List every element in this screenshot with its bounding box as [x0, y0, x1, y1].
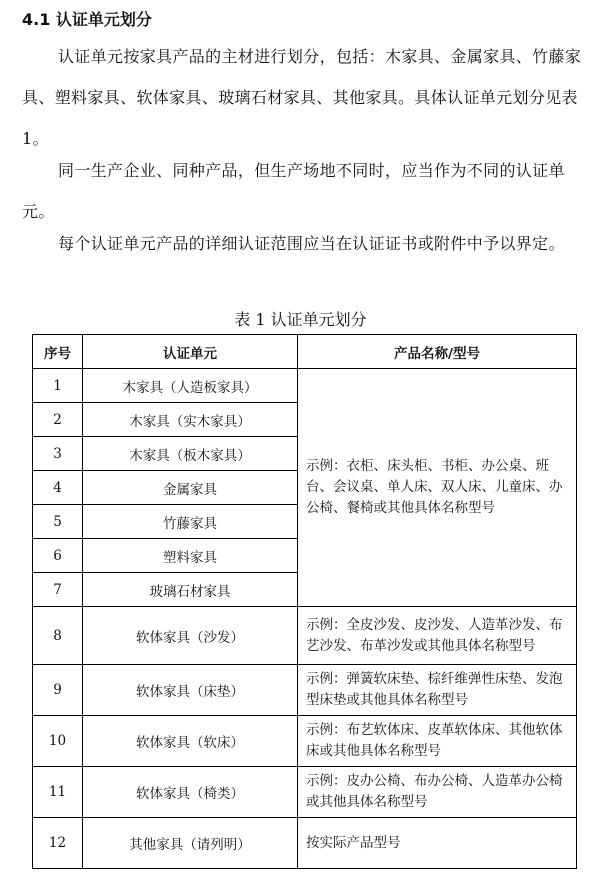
row-product: 示例：皮办公椅、布办公椅、人造革办公椅或其他具体名称型号	[298, 767, 577, 818]
row-unit: 软体家具（沙发）	[83, 607, 298, 665]
row-unit: 竹藤家具	[83, 505, 298, 539]
shared-product-examples: 示例：衣柜、床头柜、书柜、办公桌、班台、会议桌、单人床、双人床、儿童床、办公椅、餐椅或其他具体名称型号	[298, 369, 577, 607]
table-row	[33, 818, 577, 869]
header-product: 产品名称/型号	[298, 335, 577, 369]
row-no: 2	[33, 403, 83, 437]
row-unit: 玻璃石材家具	[83, 573, 298, 607]
row-no: 10	[33, 716, 83, 767]
section-heading: 4.1 认证单元划分	[22, 10, 152, 29]
row-unit: 软体家具（床垫）	[83, 665, 298, 716]
header-no: 序号	[33, 335, 83, 369]
row-no: 8	[33, 607, 83, 665]
paragraph-certification-scope: 每个认证单元产品的详细认证范围应当在认证证书或附件中予以界定。	[58, 234, 565, 253]
row-product: 示例：布艺软体床、皮革软体床、其他软体床或其他具体名称型号	[298, 716, 577, 767]
row-no: 11	[33, 767, 83, 818]
table-row	[33, 767, 577, 818]
row-no: 12	[33, 818, 83, 869]
table-caption: 表 1 认证单元划分	[234, 310, 367, 329]
row-unit: 其他家具（请列明）	[83, 818, 298, 869]
row-no: 3	[33, 437, 83, 471]
table-row	[33, 665, 577, 716]
table-row	[33, 369, 577, 403]
unit-division-table	[32, 334, 577, 869]
row-unit: 金属家具	[83, 471, 298, 505]
row-product: 按实际产品型号	[298, 818, 577, 869]
paragraph-production-site: 同一生产企业、同种产品，但生产场地不同时，应当作为不同的认证单元。	[22, 161, 565, 221]
row-unit: 木家具（人造板家具）	[83, 369, 298, 403]
row-no: 4	[33, 471, 83, 505]
paragraph-unit-division: 认证单元按家具产品的主材进行划分，包括：木家具、金属家具、竹藤家具、塑料家具、软体家具、玻璃石材家具、其他家具。具体认证单元划分见表 1。	[22, 47, 582, 148]
header-unit: 认证单元	[83, 335, 298, 369]
table-row	[33, 716, 577, 767]
row-no: 7	[33, 573, 83, 607]
row-no: 6	[33, 539, 83, 573]
row-no: 9	[33, 665, 83, 716]
table-row	[33, 607, 577, 665]
row-unit: 木家具（实木家具）	[83, 403, 298, 437]
row-unit: 木家具（板木家具）	[83, 437, 298, 471]
row-product: 示例：全皮沙发、皮沙发、人造革沙发、布艺沙发、布革沙发或其他具体名称型号	[298, 607, 577, 665]
row-product: 示例：弹簧软床垫、棕纤维弹性床垫、发泡型床垫或其他具体名称型号	[298, 665, 577, 716]
row-unit: 塑料家具	[83, 539, 298, 573]
row-no: 5	[33, 505, 83, 539]
row-unit: 软体家具（椅类）	[83, 767, 298, 818]
row-unit: 软体家具（软床）	[83, 716, 298, 767]
row-no: 1	[33, 369, 83, 403]
